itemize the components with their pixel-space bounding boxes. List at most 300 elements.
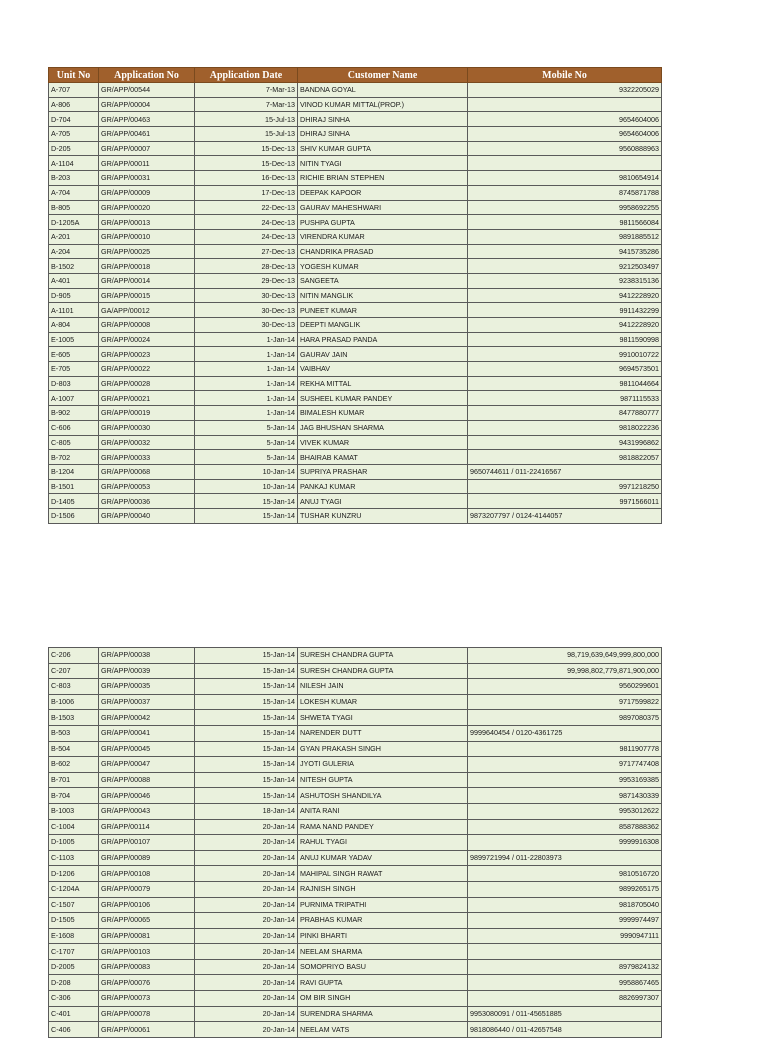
cell-mobile-no: 9999640454 / 0120-4361725 (468, 725, 662, 741)
header-row (49, 68, 662, 83)
cell-customer-name: JAG BHUSHAN SHARMA (298, 420, 468, 435)
cell-mobile-no: 9971566011 (468, 494, 662, 509)
cell-unit-no: E-1608 (49, 928, 99, 944)
cell-mobile-no: 9322205029 (468, 83, 662, 98)
cell-mobile-no: 9810654914 (468, 171, 662, 186)
cell-application-date: 15-Jan-14 (195, 772, 298, 788)
cell-application-no: GR/APP/00046 (99, 788, 195, 804)
cell-application-date: 17-Dec-13 (195, 185, 298, 200)
cell-customer-name: VINOD KUMAR MITTAL(PROP.) (298, 97, 468, 112)
applications-table-2 (48, 647, 662, 1038)
cell-customer-name: GYAN PRAKASH SINGH (298, 741, 468, 757)
cell-unit-no: B-702 (49, 450, 99, 465)
cell-customer-name: SUPRIYA PRASHAR (298, 464, 468, 479)
table-row (49, 112, 662, 127)
cell-application-date: 20-Jan-14 (195, 959, 298, 975)
cell-unit-no: B-203 (49, 171, 99, 186)
table-row (49, 866, 662, 882)
cell-unit-no: D-2005 (49, 959, 99, 975)
cell-application-no: GR/APP/00089 (99, 850, 195, 866)
cell-application-date: 15-Dec-13 (195, 141, 298, 156)
cell-unit-no: C-1004 (49, 819, 99, 835)
applications-table-1 (48, 67, 662, 524)
table-row (49, 288, 662, 303)
cell-unit-no: C-406 (49, 1022, 99, 1038)
cell-application-no: GR/APP/00047 (99, 757, 195, 773)
cell-application-date: 15-Dec-13 (195, 156, 298, 171)
cell-customer-name: NITESH GUPTA (298, 772, 468, 788)
cell-application-no: GR/APP/00004 (99, 97, 195, 112)
cell-customer-name: VAIBHAV (298, 362, 468, 377)
table-row (49, 913, 662, 929)
cell-mobile-no: 9871430339 (468, 788, 662, 804)
cell-mobile-no: 9891885512 (468, 229, 662, 244)
cell-mobile-no: 9412228920 (468, 288, 662, 303)
cell-application-date: 15-Jan-14 (195, 741, 298, 757)
cell-application-date: 20-Jan-14 (195, 944, 298, 960)
cell-application-no: GR/APP/00024 (99, 332, 195, 347)
table-row (49, 215, 662, 230)
cell-customer-name: NARENDER DUTT (298, 725, 468, 741)
cell-unit-no: C-1204A (49, 881, 99, 897)
cell-application-date: 7-Mar-13 (195, 83, 298, 98)
cell-application-date: 10-Jan-14 (195, 479, 298, 494)
cell-application-no: GR/APP/00081 (99, 928, 195, 944)
cell-unit-no: C-206 (49, 648, 99, 664)
cell-unit-no: B-503 (49, 725, 99, 741)
cell-application-no: GR/APP/00088 (99, 772, 195, 788)
cell-application-date: 15-Jan-14 (195, 757, 298, 773)
cell-customer-name: REKHA MITTAL (298, 376, 468, 391)
cell-unit-no: C-1507 (49, 897, 99, 913)
cell-customer-name: SANGEETA (298, 273, 468, 288)
cell-customer-name: SURESH CHANDRA GUPTA (298, 648, 468, 664)
table-row (49, 1006, 662, 1022)
cell-application-no: GR/APP/00020 (99, 200, 195, 215)
table-row (49, 391, 662, 406)
cell-application-date: 20-Jan-14 (195, 1022, 298, 1038)
cell-application-no: GR/APP/00073 (99, 991, 195, 1007)
cell-application-date: 20-Jan-14 (195, 1006, 298, 1022)
table-1-body (49, 83, 662, 524)
cell-application-date: 5-Jan-14 (195, 450, 298, 465)
cell-application-date: 30-Dec-13 (195, 318, 298, 333)
cell-mobile-no: 9415735286 (468, 244, 662, 259)
cell-customer-name: VIVEK KUMAR (298, 435, 468, 450)
cell-unit-no: D-205 (49, 141, 99, 156)
cell-mobile-no: 9810516720 (468, 866, 662, 882)
cell-customer-name: RICHIE BRIAN STEPHEN (298, 171, 468, 186)
cell-mobile-no: 9811590998 (468, 332, 662, 347)
cell-application-no: GR/APP/00032 (99, 435, 195, 450)
cell-application-no: GR/APP/00106 (99, 897, 195, 913)
table-row (49, 648, 662, 664)
cell-application-no: GR/APP/00033 (99, 450, 195, 465)
cell-mobile-no: 9560299601 (468, 679, 662, 695)
cell-mobile-no: 9650744611 / 011-22416567 (468, 464, 662, 479)
cell-unit-no: D-208 (49, 975, 99, 991)
table-row (49, 850, 662, 866)
cell-application-no: GA/APP/00012 (99, 303, 195, 318)
table-row (49, 376, 662, 391)
cell-customer-name: PANKAJ KUMAR (298, 479, 468, 494)
cell-customer-name: NITIN TYAGI (298, 156, 468, 171)
cell-unit-no: C-207 (49, 663, 99, 679)
cell-unit-no: C-805 (49, 435, 99, 450)
table-row (49, 881, 662, 897)
cell-unit-no: D-1405 (49, 494, 99, 509)
cell-unit-no: D-704 (49, 112, 99, 127)
cell-application-date: 7-Mar-13 (195, 97, 298, 112)
cell-application-no: GR/APP/00053 (99, 479, 195, 494)
cell-mobile-no: 9811907778 (468, 741, 662, 757)
cell-mobile-no: 9873207797 / 0124-4144057 (468, 508, 662, 523)
cell-application-date: 15-Jul-13 (195, 127, 298, 142)
table-row (49, 835, 662, 851)
cell-unit-no: C-606 (49, 420, 99, 435)
cell-unit-no: C-803 (49, 679, 99, 695)
cell-application-no: GR/APP/00013 (99, 215, 195, 230)
cell-application-no: GR/APP/00068 (99, 464, 195, 479)
cell-mobile-no: 9212503497 (468, 259, 662, 274)
cell-application-no: GR/APP/00079 (99, 881, 195, 897)
cell-customer-name: PURNIMA TRIPATHI (298, 897, 468, 913)
cell-unit-no: B-1502 (49, 259, 99, 274)
table-row (49, 725, 662, 741)
cell-customer-name: BIMALESH KUMAR (298, 406, 468, 421)
cell-unit-no: A-1007 (49, 391, 99, 406)
cell-application-no: GR/APP/00037 (99, 694, 195, 710)
cell-unit-no: A-1104 (49, 156, 99, 171)
cell-mobile-no: 9990947111 (468, 928, 662, 944)
cell-mobile-no (468, 97, 662, 112)
table-row (49, 318, 662, 333)
cell-application-date: 15-Jan-14 (195, 494, 298, 509)
cell-mobile-no: 9953012622 (468, 803, 662, 819)
cell-application-no: GR/APP/00007 (99, 141, 195, 156)
cell-application-date: 15-Jul-13 (195, 112, 298, 127)
cell-application-date: 1-Jan-14 (195, 391, 298, 406)
cell-customer-name: ASHUTOSH SHANDILYA (298, 788, 468, 804)
cell-mobile-no: 9717599822 (468, 694, 662, 710)
cell-application-no: GR/APP/00019 (99, 406, 195, 421)
cell-application-no: GR/APP/00544 (99, 83, 195, 98)
cell-mobile-no: 9238315136 (468, 273, 662, 288)
cell-unit-no: B-1204 (49, 464, 99, 479)
cell-customer-name: RAMA NAND PANDEY (298, 819, 468, 835)
cell-customer-name: DHIRAJ SINHA (298, 112, 468, 127)
cell-customer-name: GAURAV JAIN (298, 347, 468, 362)
table-row (49, 303, 662, 318)
cell-customer-name: BHAIRAB KAMAT (298, 450, 468, 465)
cell-mobile-no: 9910010722 (468, 347, 662, 362)
cell-application-no: GR/APP/00023 (99, 347, 195, 362)
cell-mobile-no: 8826997307 (468, 991, 662, 1007)
cell-application-date: 30-Dec-13 (195, 303, 298, 318)
cell-application-no: GR/APP/00461 (99, 127, 195, 142)
cell-application-date: 20-Jan-14 (195, 975, 298, 991)
cell-application-date: 5-Jan-14 (195, 420, 298, 435)
cell-application-date: 29-Dec-13 (195, 273, 298, 288)
table-row (49, 450, 662, 465)
table-row (49, 694, 662, 710)
cell-mobile-no: 9694573501 (468, 362, 662, 377)
cell-application-no: GR/APP/00061 (99, 1022, 195, 1038)
cell-mobile-no: 9431996862 (468, 435, 662, 450)
cell-mobile-no: 9818705040 (468, 897, 662, 913)
cell-mobile-no: 9560888963 (468, 141, 662, 156)
header-unit-no: Unit No (49, 68, 99, 83)
cell-mobile-no: 9818086440 / 011-42657548 (468, 1022, 662, 1038)
cell-customer-name: TUSHAR KUNZRU (298, 508, 468, 523)
cell-application-no: GR/APP/00041 (99, 725, 195, 741)
cell-mobile-no: 9818022236 (468, 420, 662, 435)
table-row (49, 273, 662, 288)
cell-unit-no: A-401 (49, 273, 99, 288)
cell-customer-name: GAURAV MAHESHWARI (298, 200, 468, 215)
cell-customer-name: MAHIPAL SINGH RAWAT (298, 866, 468, 882)
cell-mobile-no: 9717747408 (468, 757, 662, 773)
cell-application-date: 1-Jan-14 (195, 362, 298, 377)
cell-unit-no: B-1503 (49, 710, 99, 726)
cell-application-no: GR/APP/00010 (99, 229, 195, 244)
cell-application-no: GR/APP/00083 (99, 959, 195, 975)
cell-customer-name: NEELAM VATS (298, 1022, 468, 1038)
cell-unit-no: E-1005 (49, 332, 99, 347)
table-row (49, 406, 662, 421)
cell-application-date: 1-Jan-14 (195, 406, 298, 421)
cell-unit-no: D-1206 (49, 866, 99, 882)
cell-customer-name: RAJNISH SINGH (298, 881, 468, 897)
cell-mobile-no: 9999916308 (468, 835, 662, 851)
cell-application-no: GR/APP/00025 (99, 244, 195, 259)
cell-mobile-no: 9899721994 / 011-22803973 (468, 850, 662, 866)
cell-unit-no: E-605 (49, 347, 99, 362)
cell-application-date: 5-Jan-14 (195, 435, 298, 450)
cell-application-no: GR/APP/00078 (99, 1006, 195, 1022)
cell-application-date: 18-Jan-14 (195, 803, 298, 819)
cell-customer-name: NEELAM SHARMA (298, 944, 468, 960)
cell-application-no: GR/APP/00011 (99, 156, 195, 171)
cell-application-no: GR/APP/00018 (99, 259, 195, 274)
cell-customer-name: NITIN MANGLIK (298, 288, 468, 303)
table-row (49, 741, 662, 757)
cell-application-no: GR/APP/00103 (99, 944, 195, 960)
cell-customer-name: SURESH CHANDRA GUPTA (298, 663, 468, 679)
table-row (49, 420, 662, 435)
cell-application-date: 20-Jan-14 (195, 928, 298, 944)
table-row (49, 141, 662, 156)
table-row (49, 788, 662, 804)
cell-application-no: GR/APP/00021 (99, 391, 195, 406)
cell-customer-name: SOMOPRIYO BASU (298, 959, 468, 975)
cell-mobile-no: 8745871788 (468, 185, 662, 200)
cell-application-no: GR/APP/00030 (99, 420, 195, 435)
cell-unit-no: D-1005 (49, 835, 99, 851)
cell-unit-no: A-804 (49, 318, 99, 333)
cell-application-date: 27-Dec-13 (195, 244, 298, 259)
table-row (49, 464, 662, 479)
table-row (49, 710, 662, 726)
cell-customer-name: DEEPAK KAPOOR (298, 185, 468, 200)
cell-unit-no: B-1006 (49, 694, 99, 710)
cell-mobile-no: 8477880777 (468, 406, 662, 421)
cell-unit-no: E-705 (49, 362, 99, 377)
cell-application-no: GR/APP/00038 (99, 648, 195, 664)
cell-mobile-no: 9958692255 (468, 200, 662, 215)
table-row (49, 975, 662, 991)
table-2-body (49, 648, 662, 1038)
table-row (49, 171, 662, 186)
cell-customer-name: VIRENDRA KUMAR (298, 229, 468, 244)
table-row (49, 1022, 662, 1038)
cell-application-date: 15-Jan-14 (195, 694, 298, 710)
cell-customer-name: ANUJ TYAGI (298, 494, 468, 509)
cell-mobile-no: 9953169385 (468, 772, 662, 788)
cell-application-date: 1-Jan-14 (195, 347, 298, 362)
cell-mobile-no: 9871115533 (468, 391, 662, 406)
table-row (49, 679, 662, 695)
cell-customer-name: HARA PRASAD PANDA (298, 332, 468, 347)
header-mobile-no: Mobile No (468, 68, 662, 83)
cell-customer-name: SUSHEEL KUMAR PANDEY (298, 391, 468, 406)
cell-unit-no: A-707 (49, 83, 99, 98)
cell-customer-name: SHIV KUMAR GUPTA (298, 141, 468, 156)
cell-customer-name: DHIRAJ SINHA (298, 127, 468, 142)
cell-unit-no: B-1003 (49, 803, 99, 819)
header-application-date: Application Date (195, 68, 298, 83)
cell-application-no: GR/APP/00009 (99, 185, 195, 200)
cell-application-no: GR/APP/00028 (99, 376, 195, 391)
cell-customer-name: OM BIR SINGH (298, 991, 468, 1007)
cell-application-date: 20-Jan-14 (195, 913, 298, 929)
cell-customer-name: JYOTI GULERIA (298, 757, 468, 773)
cell-unit-no: C-1103 (49, 850, 99, 866)
table-row (49, 127, 662, 142)
cell-application-date: 15-Jan-14 (195, 663, 298, 679)
cell-application-no: GR/APP/00015 (99, 288, 195, 303)
cell-application-date: 15-Jan-14 (195, 725, 298, 741)
cell-unit-no: A-1101 (49, 303, 99, 318)
cell-application-date: 1-Jan-14 (195, 332, 298, 347)
cell-application-date: 20-Jan-14 (195, 866, 298, 882)
cell-application-date: 28-Dec-13 (195, 259, 298, 274)
cell-application-no: GR/APP/00042 (99, 710, 195, 726)
cell-unit-no: C-1707 (49, 944, 99, 960)
cell-unit-no: C-306 (49, 991, 99, 1007)
cell-application-date: 15-Jan-14 (195, 710, 298, 726)
cell-customer-name: LOKESH KUMAR (298, 694, 468, 710)
cell-mobile-no: 9897080375 (468, 710, 662, 726)
cell-mobile-no: 9911432299 (468, 303, 662, 318)
table-row (49, 332, 662, 347)
cell-application-date: 1-Jan-14 (195, 376, 298, 391)
table-row (49, 347, 662, 362)
cell-application-date: 22-Dec-13 (195, 200, 298, 215)
table-row (49, 435, 662, 450)
cell-customer-name: BANDNA GOYAL (298, 83, 468, 98)
table-row (49, 97, 662, 112)
cell-mobile-no (468, 156, 662, 171)
table-row (49, 819, 662, 835)
cell-unit-no: A-704 (49, 185, 99, 200)
cell-unit-no: B-504 (49, 741, 99, 757)
cell-application-no: GR/APP/00039 (99, 663, 195, 679)
table-row (49, 803, 662, 819)
cell-unit-no: A-806 (49, 97, 99, 112)
cell-unit-no: A-204 (49, 244, 99, 259)
table-row (49, 494, 662, 509)
cell-mobile-no: 9412228920 (468, 318, 662, 333)
cell-unit-no: B-701 (49, 772, 99, 788)
cell-mobile-no: 8587888362 (468, 819, 662, 835)
cell-unit-no: A-201 (49, 229, 99, 244)
cell-application-date: 20-Jan-14 (195, 881, 298, 897)
cell-application-no: GR/APP/00463 (99, 112, 195, 127)
cell-unit-no: D-803 (49, 376, 99, 391)
cell-application-date: 15-Jan-14 (195, 788, 298, 804)
cell-unit-no: B-704 (49, 788, 99, 804)
cell-unit-no: B-1501 (49, 479, 99, 494)
cell-application-no: GR/APP/00108 (99, 866, 195, 882)
table-row (49, 772, 662, 788)
cell-application-no: GR/APP/00040 (99, 508, 195, 523)
table-row (49, 362, 662, 377)
cell-mobile-no: 9971218250 (468, 479, 662, 494)
table-row (49, 928, 662, 944)
cell-unit-no: C-401 (49, 1006, 99, 1022)
cell-application-no: GR/APP/00076 (99, 975, 195, 991)
cell-application-date: 20-Jan-14 (195, 835, 298, 851)
cell-unit-no: D-1505 (49, 913, 99, 929)
table-row (49, 508, 662, 523)
table-row (49, 991, 662, 1007)
table-row (49, 757, 662, 773)
cell-mobile-no: 9654604006 (468, 112, 662, 127)
cell-application-date: 24-Dec-13 (195, 229, 298, 244)
cell-application-no: GR/APP/00065 (99, 913, 195, 929)
cell-mobile-no: 9811044664 (468, 376, 662, 391)
table-row (49, 259, 662, 274)
cell-application-no: GR/APP/00043 (99, 803, 195, 819)
table-row (49, 244, 662, 259)
cell-mobile-no: 98,719,639,649,999,800,000 (468, 648, 662, 664)
cell-application-no: GR/APP/00031 (99, 171, 195, 186)
cell-unit-no: B-805 (49, 200, 99, 215)
cell-customer-name: RAHUL TYAGI (298, 835, 468, 851)
cell-unit-no: B-902 (49, 406, 99, 421)
cell-application-date: 15-Jan-14 (195, 679, 298, 695)
cell-mobile-no: 99,998,802,779,871,900,000 (468, 663, 662, 679)
cell-application-date: 20-Jan-14 (195, 991, 298, 1007)
cell-application-no: GR/APP/00035 (99, 679, 195, 695)
cell-mobile-no: 9811566084 (468, 215, 662, 230)
cell-unit-no: D-905 (49, 288, 99, 303)
cell-application-no: GR/APP/00022 (99, 362, 195, 377)
table-row (49, 944, 662, 960)
header-application-no: Application No (99, 68, 195, 83)
cell-customer-name: SURENDRA SHARMA (298, 1006, 468, 1022)
cell-customer-name: SHWETA TYAGI (298, 710, 468, 726)
cell-mobile-no: 8979824132 (468, 959, 662, 975)
cell-customer-name: PUNEET KUMAR (298, 303, 468, 318)
table-row (49, 229, 662, 244)
table-row (49, 185, 662, 200)
table-row (49, 959, 662, 975)
cell-unit-no: D-1205A (49, 215, 99, 230)
cell-application-date: 30-Dec-13 (195, 288, 298, 303)
cell-application-no: GR/APP/00008 (99, 318, 195, 333)
